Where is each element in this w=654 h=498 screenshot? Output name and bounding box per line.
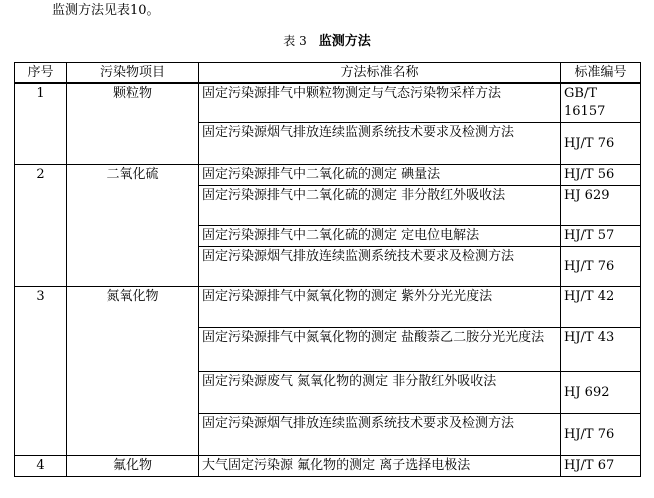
seq-cell: 3 — [15, 287, 67, 456]
table-title: 监测方法 — [318, 34, 371, 49]
header-seq: 序号 — [15, 63, 67, 84]
intro-text: 监测方法见表10。 — [52, 3, 160, 18]
standard-no-cell: HJ/T 76 — [561, 247, 641, 287]
standard-no-cell: HJ/T 43 — [561, 328, 641, 372]
method-name-cell: 固定污染源排气中氮氧化物的测定 紫外分光光度法 — [199, 287, 561, 328]
pollutant-cell: 二氧化硫 — [67, 165, 199, 287]
pollutant-cell: 颗粒物 — [67, 83, 199, 165]
standard-no-cell: HJ/T 76 — [561, 123, 641, 165]
header-pollutant: 污染物项目 — [67, 63, 199, 84]
method-name-cell: 固定污染源排气中二氧化硫的测定 非分散红外吸收法 — [199, 186, 561, 226]
table-row — [15, 83, 641, 123]
method-name-cell: 固定污染源烟气排放连续监测系统技术要求及检测方法 — [199, 414, 561, 456]
method-name-cell: 固定污染源废气 氮氧化物的测定 非分散红外吸收法 — [199, 372, 561, 414]
table-row — [15, 456, 641, 477]
method-name-cell: 固定污染源排气中二氧化硫的测定 定电位电解法 — [199, 226, 561, 247]
pollutant-cell: 氮氧化物 — [67, 287, 199, 456]
table-caption — [0, 32, 654, 51]
table-row — [15, 165, 641, 186]
standard-no-cell: HJ/T 76 — [561, 414, 641, 456]
standard-no-cell: GB/T 16157 — [561, 83, 641, 123]
standard-no-cell: HJ 692 — [561, 372, 641, 414]
standard-no-cell: HJ/T 57 — [561, 226, 641, 247]
method-name-cell: 固定污染源排气中二氧化硫的测定 碘量法 — [199, 165, 561, 186]
method-name-cell: 固定污染源烟气排放连续监测系统技术要求及检测方法 — [199, 247, 561, 287]
header-standard-no: 标准编号 — [561, 63, 641, 84]
seq-cell: 1 — [15, 83, 67, 165]
header-method-name: 方法标准名称 — [199, 63, 561, 84]
header-row — [15, 63, 641, 84]
table-number: 表 3 — [283, 34, 307, 48]
table-row — [15, 287, 641, 328]
standard-no-cell: HJ 629 — [561, 186, 641, 226]
monitoring-methods-table — [14, 62, 641, 477]
method-name-cell: 固定污染源排气中氮氧化物的测定 盐酸萘乙二胺分光光度法 — [199, 328, 561, 372]
seq-cell: 2 — [15, 165, 67, 287]
seq-cell: 4 — [15, 456, 67, 477]
method-name-cell: 固定污染源排气中颗粒物测定与气态污染物采样方法 — [199, 83, 561, 123]
pollutant-cell: 氟化物 — [67, 456, 199, 477]
standard-no-cell: HJ/T 56 — [561, 165, 641, 186]
standard-no-cell: HJ/T 42 — [561, 287, 641, 328]
method-name-cell: 大气固定污染源 氟化物的测定 离子选择电极法 — [199, 456, 561, 477]
standard-no-cell: HJ/T 67 — [561, 456, 641, 477]
method-name-cell: 固定污染源烟气排放连续监测系统技术要求及检测方法 — [199, 123, 561, 165]
